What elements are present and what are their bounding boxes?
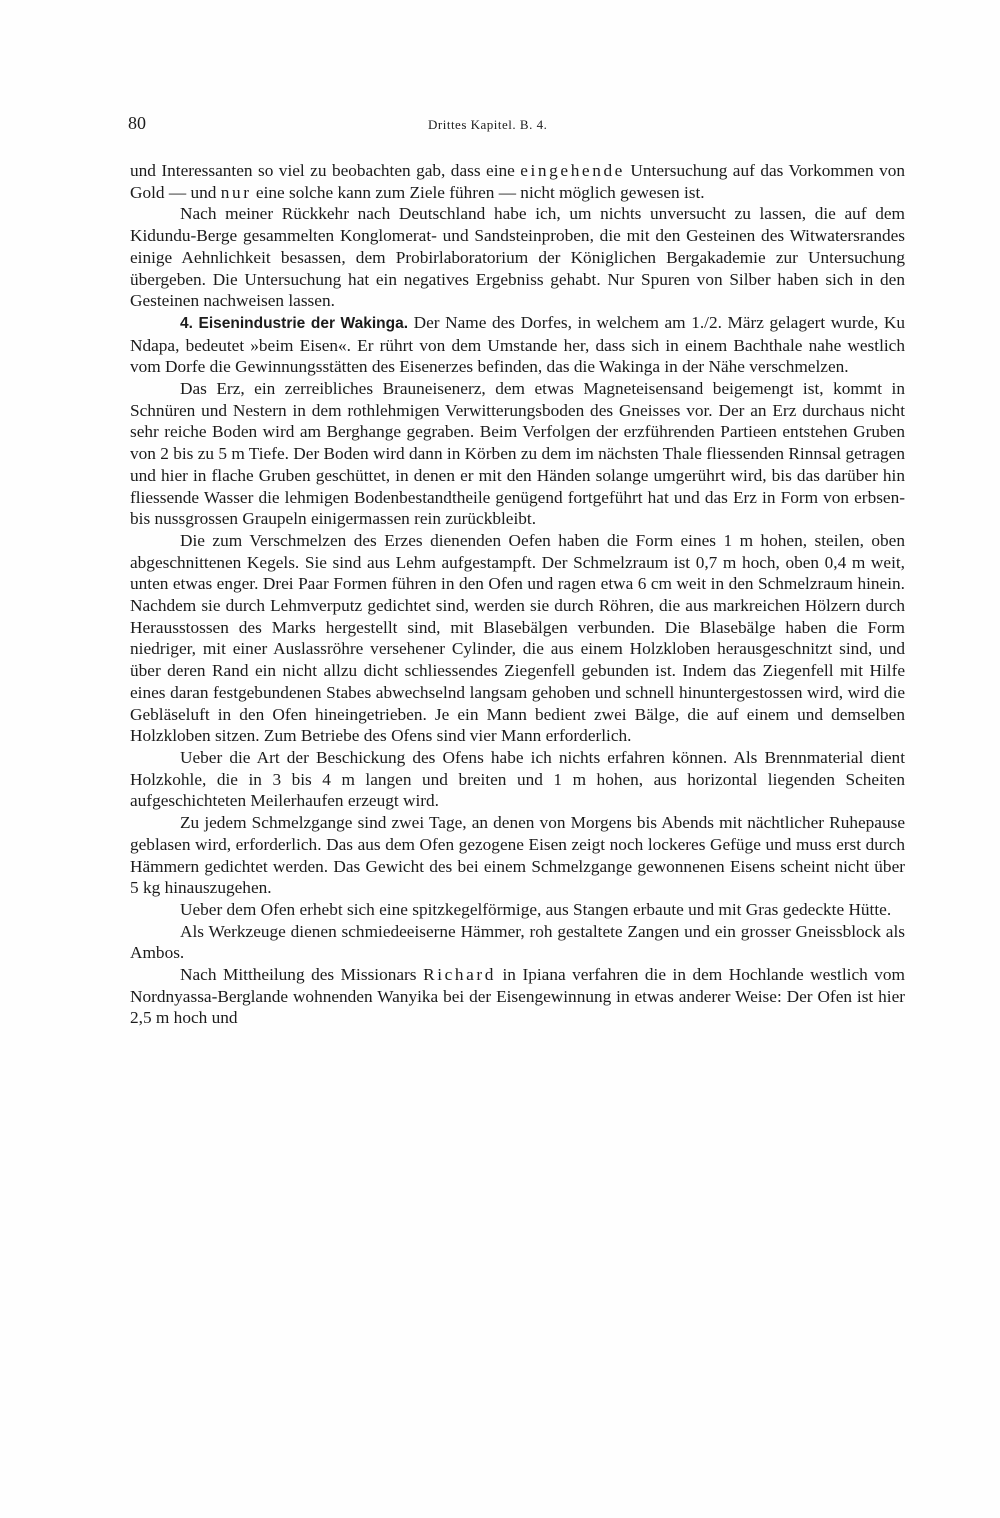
- section-heading: 4. Eisenindustrie der Wakinga.: [180, 314, 409, 332]
- paragraph-8: Ueber dem Ofen erhebt sich eine spitzkegelförmige, aus Stangen erbaute und mit Gras gedeckte Hütte.: [180, 899, 892, 919]
- emphasis-nur: nur: [220, 182, 252, 202]
- paragraph-1: [130, 160, 905, 203]
- paragraph-9: Als Werkzeuge dienen schmiedeeiserne Hämmer, roh gestaltete Zangen und ein grosser Gneissblock als Ambos.: [130, 921, 905, 963]
- p10-text-a: Nach Mittheilung des Missionars: [180, 965, 424, 985]
- paragraph-3: [130, 312, 905, 378]
- emphasis-eingehende: eingehende: [520, 161, 625, 180]
- p10-text-b: in Ipiana verfahren die in dem Hochlande westlich vom Nordnyassa-Berglande wohnenden Wanyika bei der Eisengewinnung in etwas anderer Weise: Der Ofen ist hier 2,5 m hoch und: [130, 965, 905, 1028]
- paragraph-6: Ueber die Art der Beschickung des Ofens habe ich nichts erfahren können. Als Brennmaterial dient Holzkohle, die in 3 bis 4 m langen und breiten und 1 m hohen, aus horizontal liegenden Scheiten aufgeschichteten Meilerhaufen erzeugt wird.: [130, 747, 905, 811]
- p1-text-a: und Interessanten so viel zu beobachten gab, dass eine: [130, 161, 521, 180]
- emphasis-richard: Richard: [423, 965, 496, 985]
- paragraph-2: Nach meiner Rückkehr nach Deutschland habe ich, um nichts unversucht zu lassen, die auf dem Kidundu-Berge gesammelten Konglomerat- und Sandsteinproben, die mit den Gesteinen des Witwatersrandes einige Aehnlichkeit besassen, dem Probirlaboratorium der Königlichen Bergakademie zur Untersuchung übergeben. Die Untersuchung hat ein negatives Ergebniss gehabt. Nur Spuren von Silber haben sich in den Gesteinen nachweisen lassen.: [130, 204, 905, 311]
- paragraph-10: [130, 964, 905, 1029]
- paragraph-4: Das Erz, ein zerreibliches Brauneisenerz, dem etwas Magneteisensand beigemengt ist, kommt in Schnüren und Nestern in dem rothlehmigen Verwitterungsboden des Gneisses vor. Der an Erz durchaus nicht sehr reiche Boden wird am Berghange gegraben. Beim Verfolgen der erzführenden Partieen entstehen Gruben von 2 bis zu 5 m Tiefe. Der Boden wird dann in Körben zu dem im nächsten Thale fliessenden Rinnsal getragen und hier in flache Gruben geschüttet, in denen er mit den Händen solange umgerührt wird, bis das darüber hin fliessende Wasser die lehmigen Bodenbestandtheile genügend fortgeführt hat und das Erz in Form von erbsen- bis nussgrossen Graupeln einigermassen rein zurückbleibt.: [130, 379, 905, 529]
- p1-text-b: Untersuchung auf das Vorkommen von Gold — und: [130, 161, 905, 202]
- paragraph-7: Zu jedem Schmelzgange sind zwei Tage, an denen von Morgens bis Abends mit nächtlicher Ruhepause geblasen wird, erforderlich. Das aus dem Ofen gezogene Eisen zeigt noch lockeres Gefüge und muss erst durch Hämmern gedichtet werden. Das Gewicht des bei einem Schmelzgange gewonnenen Eisens scheint nicht über 5 kg hinauszugehen.: [130, 813, 905, 898]
- p1-text-c: eine solche kann zum Ziele führen — nicht möglich gewesen ist.: [251, 182, 705, 202]
- body-text: [130, 160, 905, 1029]
- page-number: 80: [128, 113, 146, 133]
- p3-text: Der Name des Dorfes, in welchem am 1./2. März gelagert wurde, Ku Ndapa, bedeutet »beim Eisen«. Er rührt von dem Umstande her, dass sich in einem Bachthale nahe westlich vom Dorfe die Gewinnungsstätten des Eisenerzes befinden, das die Wakinga in der Nähe verschmelzen.: [130, 312, 905, 377]
- paragraph-5: Die zum Verschmelzen des Erzes dienenden Oefen haben die Form eines 1 m hohen, steilen, oben abgeschnittenen Kegels. Sie sind aus Lehm aufgestampft. Der Schmelzraum ist 0,7 m hoch, oben 0,4 m weit, unten etwas enger. Drei Paar Formen führen in den Ofen und ragen etwa 6 cm weit in den Schmelzraum hinein. Nachdem sie durch Lehmverputz gedichtet sind, werden sie durch Röhren, die aus markreichen Hölzern durch Herausstossen des Marks hergestellt sind, mit Blasebälgen verbunden. Die Blasebälge haben die Form niedriger, mit einer Auslassröhre versehener Cylinder, die aus einem Holzkloben herausgeschnitzt sind, und über deren Rand ein nicht allzu dicht schliessendes Ziegenfell gebunden ist. Indem das Ziegenfell mit Hilfe eines daran festgebundenen Stabes abwechselnd langsam gehoben und schnell hinuntergestossen wird, wird die Gebläseluft in den Ofen hineingetrieben. Je ein Mann bedient zwei Bälge, die auf einem und demselben Holzkloben sitzen. Zum Betriebe des Ofens sind vier Mann erforderlich.: [130, 530, 905, 746]
- running-head: Drittes Kapitel. B. 4.: [428, 117, 548, 132]
